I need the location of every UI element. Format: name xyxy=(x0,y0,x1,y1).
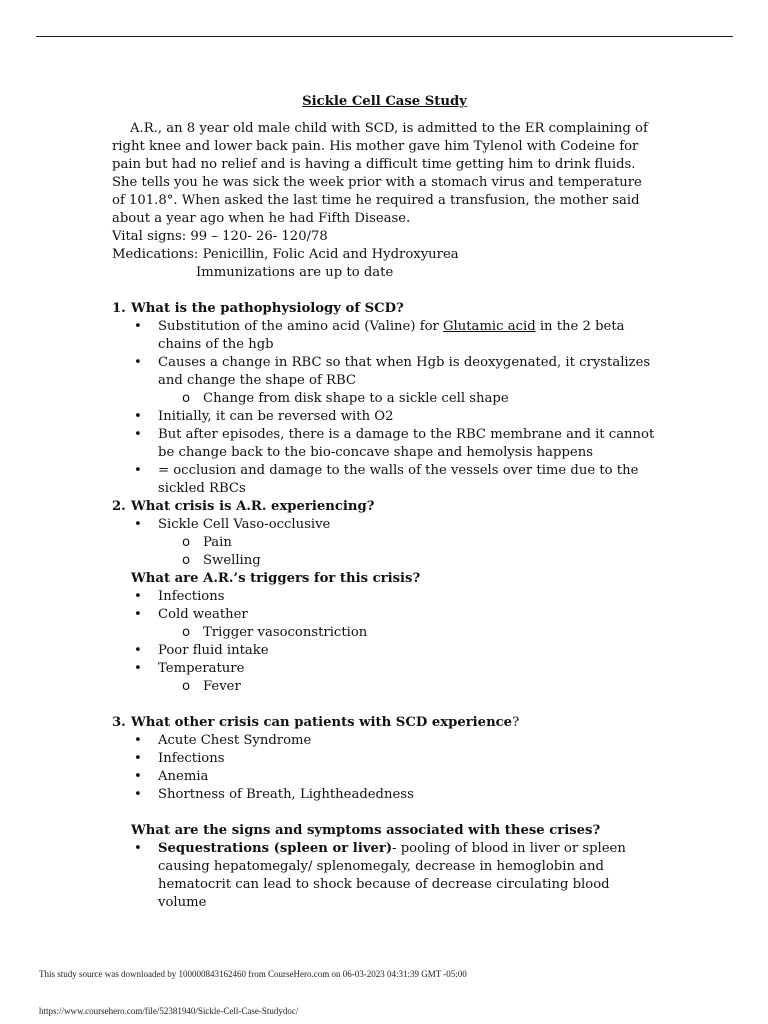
question-1-number: 1. xyxy=(112,301,126,316)
question-2 xyxy=(112,498,657,516)
list-item: • Shortness of Breath, Lightheadedness xyxy=(158,786,657,804)
question-3-text: What other crisis can patients with SCD experience xyxy=(131,715,513,730)
question-1-answers xyxy=(112,318,657,498)
answer-text: Substitution of the amino acid (Valine) for xyxy=(158,319,444,334)
signs-question: What are the signs and symptoms associated with these crises? xyxy=(131,823,601,838)
question-3-number: 3. xyxy=(112,715,126,730)
sub-list xyxy=(158,678,657,696)
answer-text: Cold weather xyxy=(158,607,248,622)
question-1 xyxy=(112,300,657,318)
header-rule xyxy=(36,36,733,37)
signs-list xyxy=(112,840,657,912)
download-notice: This study source was downloaded by 100000843162460 from CourseHero.com on 06-03-2023 04:31:39 GMT -05:00 xyxy=(39,969,467,979)
question-1-text: What is the pathophysiology of SCD? xyxy=(131,301,404,316)
answer-text: Temperature xyxy=(158,661,245,676)
immunizations: Immunizations are up to date xyxy=(196,265,394,280)
list-item: • Infections xyxy=(158,750,657,768)
sequestration-heading: Sequestrations (spleen or liver) xyxy=(158,841,393,856)
sub-list xyxy=(158,390,657,408)
list-item xyxy=(158,660,657,696)
list-item: • = occlusion and damage to the walls of the vessels over time due to the sickled RBCs xyxy=(158,462,657,498)
sub-list-item: o Trigger vasoconstriction xyxy=(203,624,657,642)
list-item: • Initially, it can be reversed with O2 xyxy=(158,408,657,426)
list-item xyxy=(158,318,657,354)
list-item: • But after episodes, there is a damage to the RBC membrane and it cannot be change back to the bio-concave shape and hemolysis happens xyxy=(158,426,657,462)
sub-list xyxy=(158,624,657,642)
document-title: Sickle Cell Case Study xyxy=(302,94,467,109)
question-2-text: What crisis is A.R. experiencing? xyxy=(131,499,375,514)
answer-text: in the 2 beta chains of the hgb xyxy=(158,319,625,352)
triggers-question: What are A.R.’s triggers for this crisis? xyxy=(131,571,421,586)
list-item xyxy=(158,516,657,570)
question-2-answers xyxy=(112,516,657,570)
intro-paragraph: A.R., an 8 year old male child with SCD, is admitted to the ER complaining of right knee and lower back pain. His mother gave him Tylenol with Codeine for pain but had no relief and is having a difficult time getting him to drink fluids. She tells you he was sick the week prior with a stomach virus and temperature of 101.8°. When asked the last time he required a transfusion, the mother said about a year ago when he had Fifth Disease. xyxy=(112,121,648,226)
answer-text: Sickle Cell Vaso-occlusive xyxy=(158,517,331,532)
list-item xyxy=(158,606,657,642)
sub-list-item: o Fever xyxy=(203,678,657,696)
list-item xyxy=(158,840,657,912)
list-item xyxy=(158,354,657,408)
sub-list xyxy=(158,534,657,570)
list-item: • Acute Chest Syndrome xyxy=(158,732,657,750)
question-3-tail: ? xyxy=(512,715,520,730)
sub-list-item: o Swelling xyxy=(203,552,657,570)
question-3 xyxy=(112,714,657,732)
question-3-answers xyxy=(112,732,657,804)
question-2-number: 2. xyxy=(112,499,126,514)
sub-list-item: o Pain xyxy=(203,534,657,552)
source-url[interactable]: https://www.coursehero.com/file/52381940/Sickle-Cell-Case-Studydoc/ xyxy=(39,1006,299,1016)
list-item: • Anemia xyxy=(158,768,657,786)
list-item: • Poor fluid intake xyxy=(158,642,657,660)
sub-list-item: o Change from disk shape to a sickle cell shape xyxy=(203,390,657,408)
answer-text: Causes a change in RBC so that when Hgb is deoxygenated, it crystalizes and change the shape of RBC xyxy=(158,355,651,388)
triggers-list xyxy=(112,588,657,696)
document-page xyxy=(112,93,657,912)
answer-text: - pooling of blood in liver or spleen causing hepatomegaly/ splenomegaly, decrease in hemoglobin and hematocrit can lead to shock because of decrease circulating blood volume xyxy=(158,841,626,910)
vital-signs: Vital signs: 99 – 120- 26- 120/78 xyxy=(112,229,328,244)
glutamic-acid-link[interactable]: Glutamic acid xyxy=(443,319,536,334)
medications: Medications: Penicillin, Folic Acid and Hydroxyurea xyxy=(112,247,459,262)
list-item: • Infections xyxy=(158,588,657,606)
